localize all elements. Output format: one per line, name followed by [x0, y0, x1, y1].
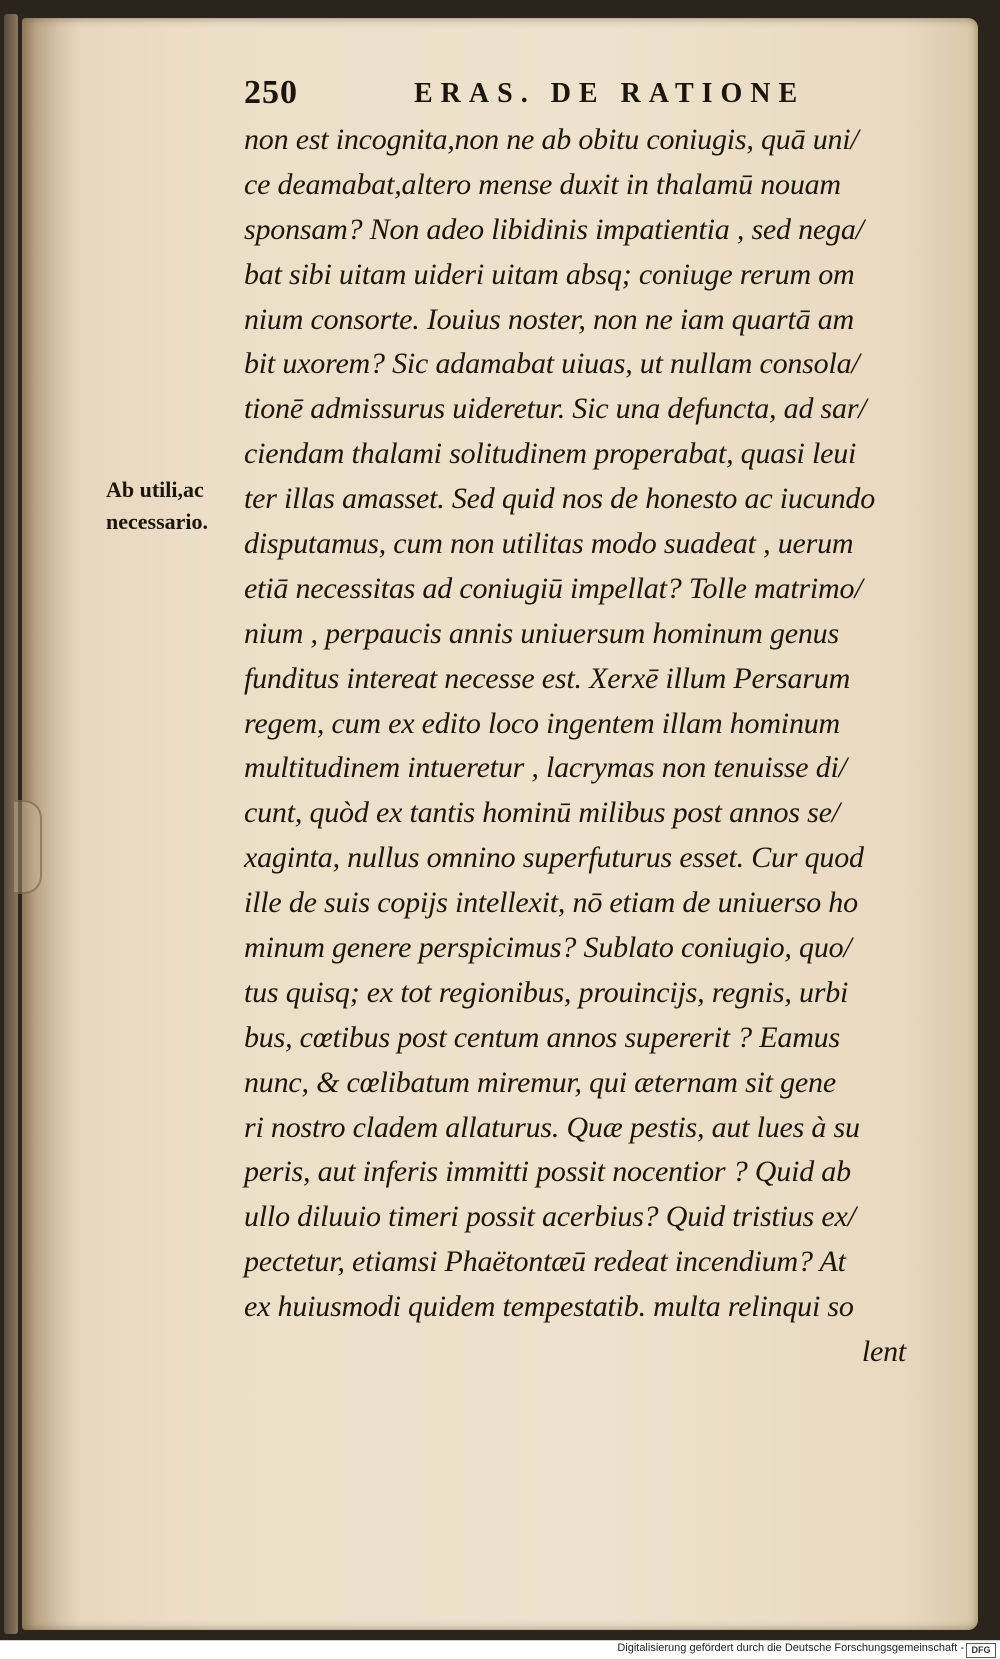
text-line: ter illas amasset. Sed quid nos de honesto ac iucundo [244, 482, 876, 516]
text-line: bit uxorem? Sic adamabat uiuas, ut nullam consola/ [244, 347, 860, 381]
text-line: ce deamabat,altero mense duxit in thalamū nouam [244, 167, 841, 201]
text-line: bus, cœtibus post centum annos supererit ? Eamus [244, 1020, 840, 1054]
text-line: sponsam? Non adeo libidinis impatientia , sed nega/ [244, 212, 864, 246]
text-line: cunt, quòd ex tantis hominū milibus post annos se/ [244, 796, 840, 830]
text-line: nunc, & cœlibatum miremur, qui æternam sit gene [244, 1065, 836, 1099]
text-line: tus quisq; ex tot regionibus, prouincijs, regnis, urbi [244, 975, 849, 1009]
text-line: xaginta, nullus omnino superfuturus esset. Cur quod [244, 841, 864, 875]
body-text [244, 118, 924, 1375]
catchword: lent [861, 1335, 906, 1369]
text-line: ri nostro cladem allaturus. Quæ pestis, aut lues à su [244, 1110, 860, 1144]
text-line: funditus intereat necesse est. Xerxē illum Persarum [244, 661, 851, 695]
page-header [244, 74, 904, 118]
text-line: peris, aut inferis immitti possit nocentior ? Quid ab [244, 1155, 851, 1189]
text-line: ciendam thalami solitudinem properabat, quasi leui [244, 437, 857, 471]
text-line: nium , perpaucis annis uniuersum hominum genus [244, 616, 839, 650]
text-line: pectetur, etiamsi Phaëtontæū redeat incendium? At [244, 1245, 846, 1279]
margin-note-line: Ab utili,ac [106, 477, 204, 502]
text-line: regem, cum ex edito loco ingentem illam hominum [244, 706, 841, 740]
text-line: nium consorte. Iouius noster, non ne iam quartā am [244, 302, 854, 336]
page-number: 250 [244, 74, 298, 111]
text-line: ullo diluuio timeri possit acerbius? Quid tristius ex/ [244, 1200, 856, 1234]
text-line: ille de suis copijs intellexit, nō etiam de uniuerso ho [244, 886, 858, 920]
text-line: multitudinem intueretur , lacrymas non tenuisse di/ [244, 751, 847, 785]
digitization-footer [0, 1640, 1000, 1659]
text-line: bat sibi uitam uideri uitam absq; coniuge rerum om [244, 257, 855, 291]
margin-note-line: necessario. [106, 509, 209, 534]
running-head: ERAS. DE RATIONE [414, 78, 806, 109]
page-tab [14, 800, 42, 894]
margin-note [106, 474, 246, 538]
footer-credit: Digitalisierung gefördert durch die Deutsche Forschungsgemeinschaft - [617, 1642, 964, 1654]
text-line: ex huiusmodi quidem tempestatib. multa relinqui so [244, 1290, 854, 1324]
text-line: tionē admissurus uideretur. Sic una defuncta, ad sar/ [244, 392, 867, 426]
text-line: disputamus, cum non utilitas modo suadeat , uerum [244, 527, 854, 561]
text-line: non est incognita,non ne ab obitu coniugis, quā uni/ [244, 123, 859, 156]
text-line: minum genere perspicimus? Sublato coniugio, quo/ [244, 931, 852, 965]
text-line: etiā necessitas ad coniugiū impellat? Tolle matrimo/ [244, 571, 863, 605]
dfg-logo: DFG [966, 1643, 996, 1658]
